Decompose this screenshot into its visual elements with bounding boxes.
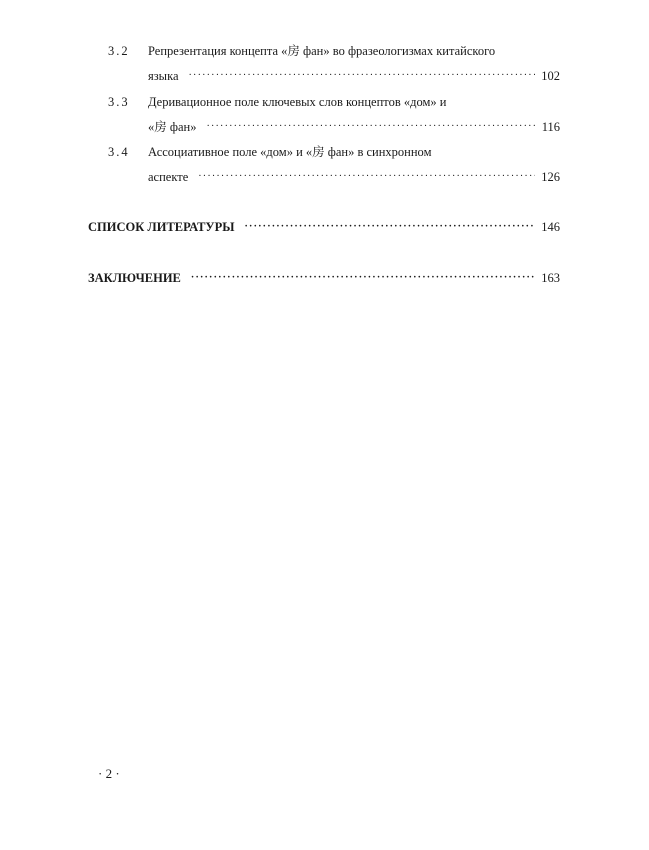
toc-entry-title: Репрезентация концепта «房 фан» во фразеологизмах китайского: [148, 44, 496, 58]
toc-entry-number: 3.4: [108, 145, 130, 159]
toc-entry-title-continuation: «房 фан»: [148, 120, 197, 134]
toc-entry-page: 102: [541, 69, 560, 83]
toc-entry-title: Деривационное поле ключевых слов концептов «дом» и: [148, 95, 447, 109]
toc-entry-page: 116: [541, 120, 560, 134]
toc-entry-title: Ассоциативное поле «дом» и «房 фан» в синхронном: [148, 145, 432, 159]
toc-entry-3-3[interactable]: [108, 94, 560, 138]
toc-entry-page: 126: [541, 170, 560, 184]
toc-entry-number: 3.2: [108, 44, 130, 58]
toc-entry-page: 163: [541, 271, 560, 285]
page-number: · 2 ·: [98, 766, 120, 781]
dot-leader: [206, 117, 535, 135]
toc-entry-title: СПИСОК ЛИТЕРАТУРЫ: [88, 220, 235, 234]
dot-leader: [191, 268, 535, 286]
toc-entry-conclusion[interactable]: [88, 270, 560, 288]
dot-leader: [245, 217, 536, 235]
toc-entry-number: 3.3: [108, 95, 130, 109]
toc-entry-bibliography[interactable]: [88, 219, 560, 237]
dot-leader: [189, 66, 536, 84]
toc-entry-3-2[interactable]: [108, 43, 560, 87]
toc-entry-title-continuation: аспекте: [148, 170, 189, 184]
toc-entry-title: ЗАКЛЮЧЕНИЕ: [88, 271, 181, 285]
toc-entry-title-continuation: языка: [148, 69, 179, 83]
toc-entry-page: 146: [541, 220, 560, 234]
dot-leader: [198, 167, 535, 185]
toc-entry-3-4[interactable]: [108, 144, 560, 188]
